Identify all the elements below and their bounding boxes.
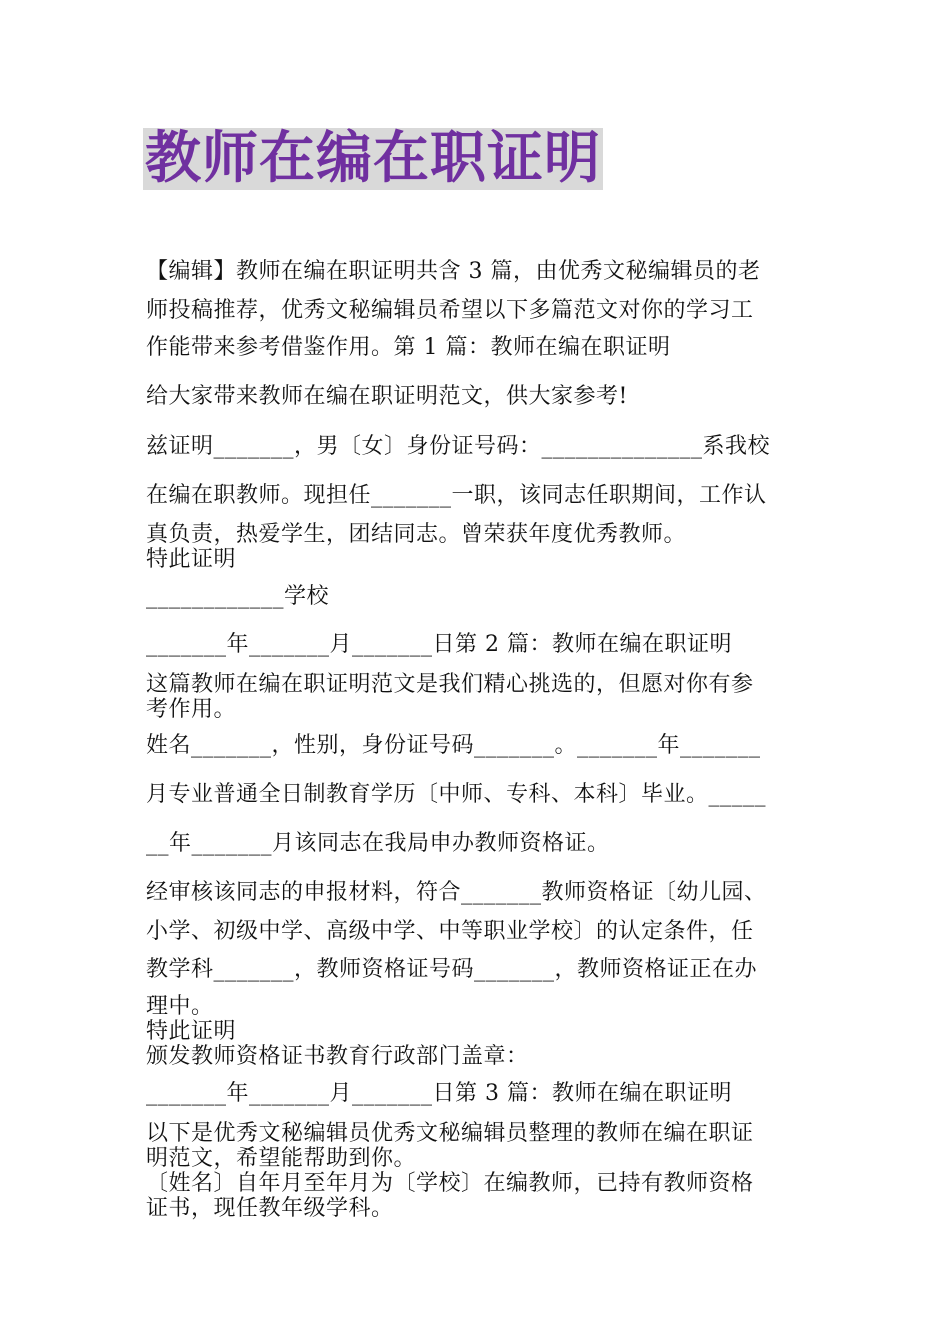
document-title: 教师在编在职证明 — [145, 126, 601, 191]
article1-line-1: 兹证明_______，男〔女〕身份证号码：______________系我校 — [146, 434, 771, 459]
article1-date-article2-heading: _______年_______月_______日第 2 篇：教师在编在职证明 — [146, 632, 732, 657]
article2-line-3: __年_______月该同志在我局申办教师资格证。 — [146, 831, 610, 856]
intro-line-1: 【编辑】教师在编在职证明共含 3 篇，由优秀文秘编辑员的老 — [146, 259, 761, 284]
article3-line-1: 〔姓名〕自年月至年月为〔学校〕在编教师，已持有教师资格 — [146, 1171, 754, 1196]
article1-line-3: 真负责，热爱学生，团结同志。曾荣获年度优秀教师。 — [146, 522, 687, 547]
article2-line-5: 小学、初级中学、高级中学、中等职业学校〕的认定条件，任 — [146, 919, 754, 944]
article2-intro-2: 考作用。 — [146, 697, 237, 722]
article3-line-2: 证书，现任教年级学科。 — [146, 1196, 394, 1221]
article2-line-2: 月专业普通全日制教育学历〔中师、专科、本科〕毕业。_____ — [146, 782, 767, 807]
article2-certify: 特此证明 — [146, 1019, 237, 1044]
article2-line-6: 教学科_______，教师资格证号码_______，教师资格证正在办 — [146, 957, 758, 982]
article2-intro-1: 这篇教师在编在职证明范文是我们精心挑选的，但愿对你有参 — [146, 672, 754, 697]
article2-line-7: 理中。 — [146, 994, 214, 1019]
article1-line-2: 在编在职教师。现担任_______一职，该同志任职期间，工作认 — [146, 483, 767, 508]
article2-line-4: 经审核该同志的申报材料，符合_______教师资格证〔幼儿园、 — [146, 880, 767, 905]
article1-intro: 给大家带来教师在编在职证明范文，供大家参考! — [146, 384, 628, 409]
article2-date-article3-heading: _______年_______月_______日第 3 篇：教师在编在职证明 — [146, 1081, 732, 1106]
article3-intro-1: 以下是优秀文秘编辑员优秀文秘编辑员整理的教师在编在职证 — [146, 1121, 754, 1146]
intro-line-2: 师投稿推荐，优秀文秘编辑员希望以下多篇范文对你的学习工 — [146, 298, 754, 323]
intro-line-3: 作能带来参考借鉴作用。第 1 篇：教师在编在职证明 — [146, 335, 671, 360]
article3-intro-2: 明范文，希望能帮助到你。 — [146, 1146, 417, 1171]
article2-seal-line: 颁发教师资格证书教育行政部门盖章： — [146, 1044, 529, 1069]
article1-certify: 特此证明 — [146, 547, 237, 572]
article1-school: ____________学校 — [146, 584, 330, 609]
article2-line-1: 姓名_______，性别，身份证号码_______。_______年_______ — [146, 733, 761, 758]
